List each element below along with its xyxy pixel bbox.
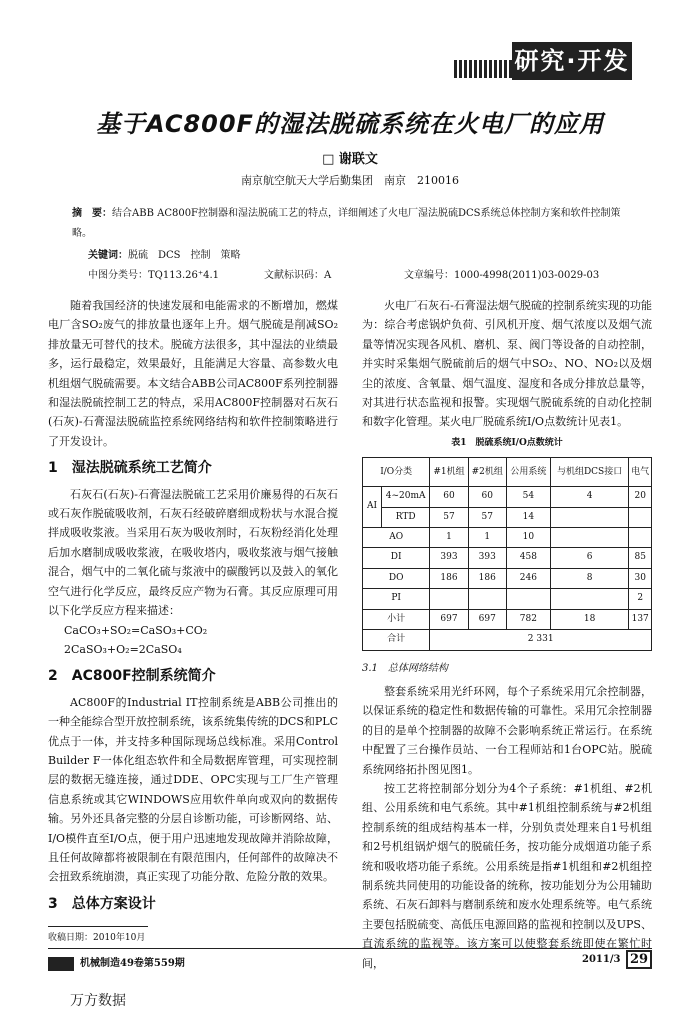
footnote-rule — [48, 926, 148, 927]
table-cell: 2 331 — [430, 630, 652, 650]
table-cell: 186 — [468, 568, 506, 588]
section-3-heading: 3 总体方案设计 — [48, 895, 156, 912]
page-number: 29 — [626, 950, 652, 969]
table-row — [363, 507, 652, 527]
journal-info — [48, 954, 185, 971]
table-header-row — [363, 458, 652, 487]
author: □ 谢联文 — [322, 152, 378, 167]
table-cell: 18 — [550, 609, 629, 629]
tag-stripes — [454, 60, 514, 78]
table-cell: 186 — [430, 568, 468, 588]
table-cell: 6 — [550, 548, 629, 568]
keywords-text: 脱硫 DCS 控制 策略 — [128, 250, 241, 261]
affiliation: 南京航空航天大学后勤集团 南京 210016 — [241, 174, 459, 187]
section-tag — [454, 42, 634, 80]
table-cell: 8 — [550, 568, 629, 588]
table-cell: PI — [363, 589, 430, 609]
document-code: 文献标识码：A — [264, 270, 332, 281]
section-1-paragraph: 石灰石(石灰)-石膏湿法脱硫工艺采用价廉易得的石灰石或石灰作脱硫吸收剂，石灰石经破碎磨细成粉状与水混合搅拌成吸收浆液。当采用石灰为吸收剂时，石灰粉经消化处理后加水磨制成吸收浆液，在吸收塔内，吸收浆液与烟气接触混合，烟气中的二氧化硫与浆液中的碳酸钙以及鼓入的氧化空气进行化学反应，最终反应产物为石膏。其反应原理可用以下化学反应方程来描述： — [48, 487, 338, 618]
table-header: 与机组DCS接口 — [550, 458, 629, 487]
table-row — [363, 487, 652, 507]
table-cell: 458 — [506, 548, 550, 568]
table-cell: 14 — [506, 507, 550, 527]
section-1-heading: 1 湿法脱硫系统工艺简介 — [48, 460, 212, 477]
table-cell: 393 — [468, 548, 506, 568]
table-row — [363, 548, 652, 568]
keywords-label: 关键词： — [88, 250, 128, 261]
right-paragraph-2: 整套系统采用光纤环网，每个子系统采用冗余控制器，以保证系统的稳定性和数据传输的可靠性。采用冗余控制器的目的是单个控制器的故障不会影响系统正常运行。在系统中配置了三台操作员站、一台工程师站和1台OPC站。脱硫系统网络拓扑图见图1。 — [362, 684, 652, 776]
table-cell: 57 — [468, 507, 506, 527]
table-cell: 合计 — [363, 630, 430, 650]
abstract-text: 结合ABB AC800F控制器和湿法脱硫工艺的特点，详细阐述了火电厂湿法脱硫DCS系统总体控制方案和软件控制策略。 — [72, 208, 621, 239]
author-name: 谢联文 — [338, 152, 378, 167]
section-2-heading: 2 AC800F控制系统简介 — [48, 668, 216, 685]
right-paragraph-1: 火电厂石灰石-石膏湿法烟气脱硫的控制系统实现的功能为：综合考虑锅炉负荷、引风机开度、烟气浓度以及烟气流量等情况实现各风机、磨机、泵、阀门等设备的自动控制，并实时采集烟气脱硫前后的烟气中SO₂、NO、NO₂以及烟尘的浓度、含氧量、烟气温度、湿度和各成分排放总量等，对其进行状态监视和报警。实现烟气脱硫系统的自动化控制和数字化管理。某火电厂脱硫系统I/O点数统计见表1。 — [362, 299, 652, 429]
table-cell: AO — [363, 528, 430, 548]
table-cell: 小计 — [363, 609, 430, 629]
table-cell: 246 — [506, 568, 550, 588]
table-header: #1机组 — [430, 458, 468, 487]
table-cell: 4 — [550, 487, 629, 507]
table-cell: 1 — [468, 528, 506, 548]
table-cell — [550, 507, 629, 527]
table-cell: DI — [363, 548, 430, 568]
article-title: 基于AC800F的湿法脱硫系统在火电厂的应用 — [96, 110, 604, 138]
table-cell — [629, 507, 652, 527]
intro-paragraph: 随着我国经济的快速发展和电能需求的不断增加，燃煤电厂含SO₂废气的排放量也逐年上升。烟气脱硫是削减SO₂排放量无可替代的技术。脱硫方法很多，其中湿法的业绩最多，运行最稳定，效果最好，且能满足大容量、高参数火电机组烟气脱硫需要。本文结合ABB公司AC800F系列控制器和湿法脱硫控制工艺的特点，采用AC800F控制器对石灰石(石灰)-石膏湿法脱硫监控系统网络结构和软件控制策略进行了开发设计。 — [48, 299, 338, 448]
table-cell: 393 — [430, 548, 468, 568]
table-cell: 697 — [430, 609, 468, 629]
right-paragraph-3: 按工艺将控制部分划分为4个子系统：#1机组、#2机组、公用系统和电气系统。其中#1机组控制系统与#2机组控制系统的组成结构基本一样，分别负责处理来自1号机组和2号机组锅炉烟气的脱硫任务，按功能分成烟道功能子系统和吸收塔功能子系统。公用系统是指#1机组和#2机组控制系统共同使用的功能设备的统称，按功能划分为公用辅助系统、石灰石卸料与磨制系统和废水处理系统等。电气系统主要包括脱硫变、高低压电源回路的监视和控制以及UPS、直流系统的监视等。该方案可以使整套系统即使在繁忙时间， — [362, 781, 652, 970]
table-cell — [468, 589, 506, 609]
table-cell: 137 — [629, 609, 652, 629]
io-table — [362, 457, 652, 650]
abstract — [72, 204, 632, 244]
table-cell — [430, 589, 468, 609]
table-header: I/O分类 — [363, 458, 430, 487]
table-cell: 54 — [506, 487, 550, 507]
table-cell: 57 — [430, 507, 468, 527]
right-column — [362, 296, 652, 973]
table-cell: 20 — [629, 487, 652, 507]
watermark: 万方数据 — [70, 993, 126, 1009]
table-cell: 697 — [468, 609, 506, 629]
table-header: 公用系统 — [506, 458, 550, 487]
table-cell — [506, 589, 550, 609]
table-row — [363, 568, 652, 588]
table-cell: 60 — [430, 487, 468, 507]
equation-2: 2CaSO₃+O₂=2CaSO₄ — [64, 642, 182, 656]
table-cell: 85 — [629, 548, 652, 568]
keywords — [88, 246, 241, 266]
table-cell: 4~20mA — [382, 487, 430, 507]
table-cell — [550, 528, 629, 548]
clc-number: 中图分类号：TQ113.26⁺4.1 — [88, 270, 220, 281]
section-tag-label: 研究·开发 — [512, 42, 632, 80]
table-cell — [629, 528, 652, 548]
table-total-row — [363, 630, 652, 650]
journal-name: 机械制造49卷第559期 — [80, 958, 185, 969]
journal-logo-icon — [48, 957, 74, 971]
table-cell: 60 — [468, 487, 506, 507]
footer-rule — [48, 948, 652, 949]
table-cell: 30 — [629, 568, 652, 588]
table-header: 电气 — [629, 458, 652, 487]
table-cell: 10 — [506, 528, 550, 548]
left-column — [48, 296, 338, 920]
table-caption: 表1 脱硫系统I/O点数统计 — [451, 437, 563, 448]
table-header: #2机组 — [468, 458, 506, 487]
abstract-label: 摘 要： — [72, 208, 112, 219]
section-2-paragraph: AC800F的Industrial IT控制系统是ABB公司推出的一种全能综合型开放控制系统，该系统集传统的DCS和PLC优点于一体，并支持多种国际现场总线标准。采用Control Builder F一体化组态软件和全局数据库管理，可实现控制层的数据无缝连接，通过DDE、OPC实现与工厂生产管理信息系统或其它WINDOWS应用软件单向或双向的数据传输。另外还具备完整的分层自诊断功能，可诊断网络、站、I/O模件直至I/O点，便于用户迅速地发现故障并消除故障，且任何故障都将被限制在有限范围内，任何部件的故障决不会扭致系统崩溃，真正实现了功能分散、危险分散的效果。 — [48, 695, 338, 884]
table-row — [363, 609, 652, 629]
table-cell: DO — [363, 568, 430, 588]
table-cell — [550, 589, 629, 609]
received-date: 收稿日期：2010年10月 — [48, 933, 146, 943]
table-row — [363, 589, 652, 609]
table-row — [363, 528, 652, 548]
equation-1: CaCO₃+SO₂=CaSO₃+CO₂ — [64, 623, 208, 637]
subsection-3-1-heading: 3.1 总体网络结构 — [362, 662, 448, 674]
table-cell: RTD — [382, 507, 430, 527]
table-cell: 782 — [506, 609, 550, 629]
article-number: 文章编号：1000-4998(2011)03-0029-03 — [404, 270, 600, 281]
table-cell: 2 — [629, 589, 652, 609]
table-cell: 1 — [430, 528, 468, 548]
issue-date: 2011/3 — [582, 954, 621, 965]
table-cell: AI — [363, 487, 382, 528]
